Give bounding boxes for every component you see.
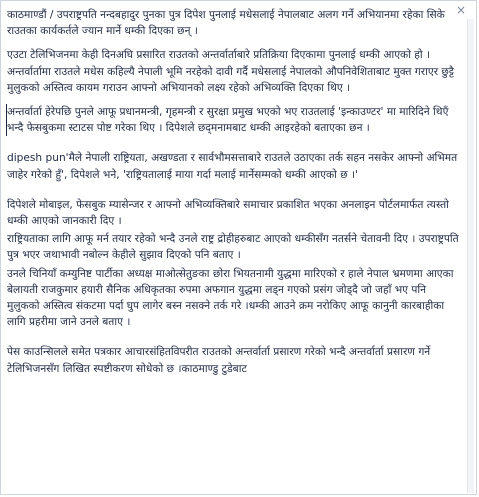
article-paragraph-3: अन्तर्वार्ता हेरेपछि पुनले आफू प्रधानमन्त्री, गृहमन्त्री र सुरक्षा प्रमुख भएको भए राउतलाई 'इन्काउण्टर' मा मारिदिने थिएँ भन्दै फेसबुकमा स्टाटस पोष्ट गरेका थिए । दिपेशले छद्‌मनामबाट धम्की आइरहेको बताएका छन । <box>6 104 459 136</box>
vertical-scrollbar[interactable] <box>467 19 474 493</box>
article-paragraph-4: dipesh pun'मैले नेपाली राष्ट्रियता, अखण्डता र सार्वभौमसत्ताबारे राउतले उठाएका तर्क सहन नसकेर आफ्नो अभिमत जाहेर गरेको हुँ', दिपेशले भने, 'राष्ट्रियतालाई माया गर्दा मलाई मार्नेसम्मको धम्की आएको छ ।' <box>7 152 458 181</box>
article-paragraph-1: काठमाण्डौं / उपराष्ट्रपति नन्दबहादुर पुनका पुत्र दिपेश पुनलाई मधेसलाई नेपालबाट अलग गर्ने अभियानमा रहेका सिके राउतका कार्यकर्तले ज्यान मार्ने धम्की दिएका छन् । <box>7 9 445 38</box>
article-paragraph-5: दिपेशले मोबाइल, फेसबुक म्यासेन्जर र आफ्नो अभिव्यक्तिबारे समाचार प्रकाशित भएका अनलाइन पोर्टलमार्फत त्यस्तो धम्की आएको जानकारी दिए । <box>7 198 449 228</box>
article-body <box>7 7 459 377</box>
close-icon[interactable]: × <box>455 3 467 17</box>
article-paragraph-2: एउटा टेलिभिजनमा केही दिनअघि प्रसारित राउतको अन्तर्वार्ताबारे प्रतिक्रिया दिएकामा पुनलाई धम्की आएको हो । अन्तर्वार्तामा राउतले मधेस कहिल्यै नेपाली भूमि नरहेको दावी गर्दै मधेसलाई नेपालको औपनिवेशिताबाट मुक्त गराएर छुट्टै मुलुकको अस्तित्व कायम गराउन आफ्नो अभियानको लक्ष्य रहेको अभिव्यक्ति दिएका थिए । <box>7 49 455 94</box>
article-paragraph-6: राष्ट्रियताका लागि आफू मर्न तयार रहेको भन्दै उनले राष्ट्र द्रोहीहरुबाट आएको धम्कीसँग नतर्सने चेतावनी दिए । उपराष्ट्रपति पुत्र भएर जथाभावी नबोल्न केहीले सुझाव दिएको पनि बताए । <box>7 233 459 262</box>
article-paragraph-8: पेस काउन्सिलले समेत पत्रकार आचारसंहितविपरीत राउतको अन्तर्वार्ता प्रसारण गरेको भन्दै अन्तर्वार्ता प्रसारण गर्ने टेलिभिजनसँग लिखित स्पष्टीकरण सोधेको छ ।काठमाण्डु टुडेबाट <box>7 346 431 375</box>
article-paragraph-7: उनले चिनियाँ कम्युनिष्ट पार्टीका अध्यक्ष माओत्सेतुङका छोरा भियतनामी युद्धमा मारिएको र हाले नेपाल भ्रमणमा आएका बेलायती राजकुमार हयारी सैनिक अधिकृतका रुपमा अफगान युद्धमा लड्न गएको प्रसंग जोड्दै जो जहाँ भए पनि मुलुकको अस्तित्व संकटमा पर्दा घुप लागेर बस्न नसक्ने तर्क गरे ।धम्की आउने क्रम नरोकिए आफू कानुनी कारबाहीका लागि प्रहरीमा जाने उनले बताए । <box>7 267 454 329</box>
